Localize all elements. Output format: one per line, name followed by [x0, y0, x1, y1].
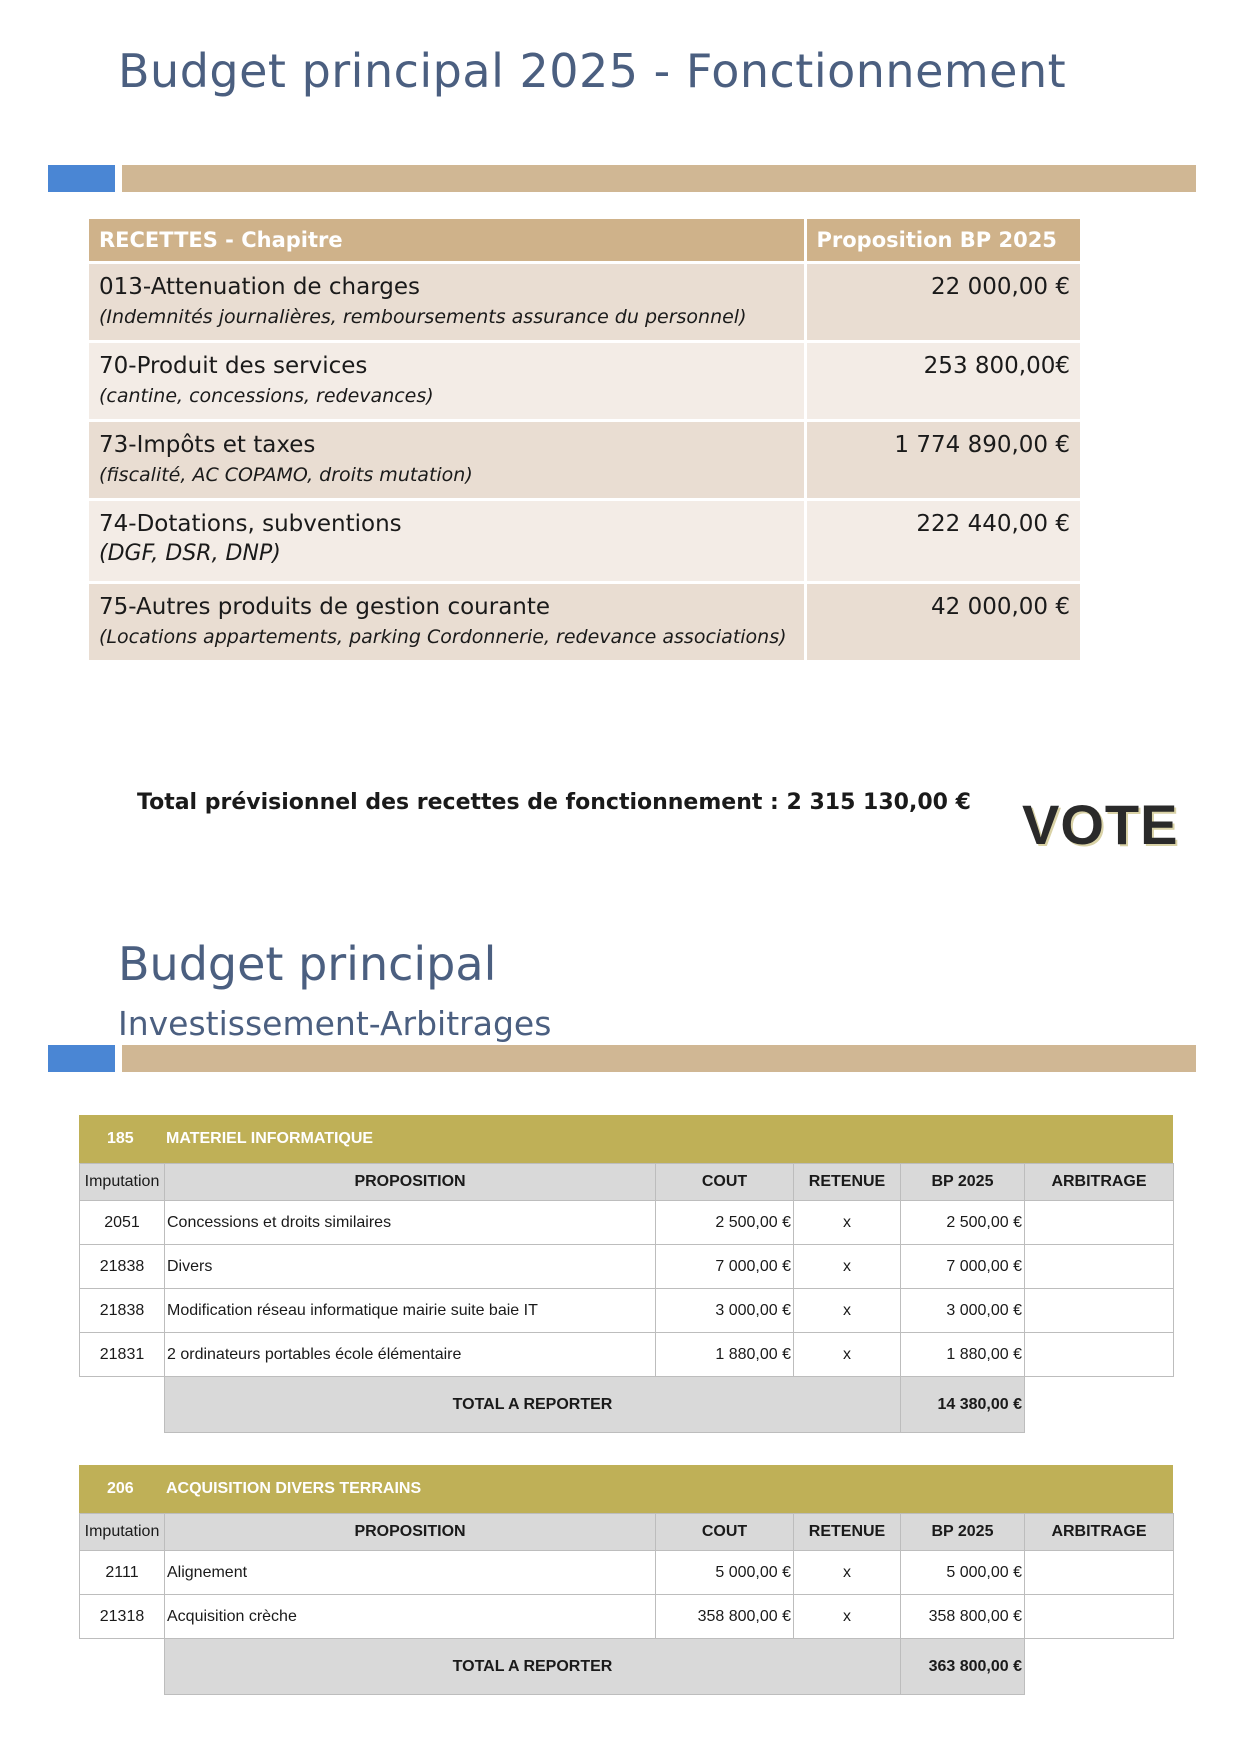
- cell-cout: 358 800,00 €: [656, 1595, 794, 1639]
- total-label: TOTAL A REPORTER: [165, 1639, 901, 1695]
- accent-bar-blue: [48, 165, 115, 192]
- col-imputation: Imputation: [80, 1514, 165, 1551]
- cell-retenue: x: [794, 1201, 901, 1245]
- cell-imputation: 21838: [80, 1245, 165, 1289]
- recettes-row: [89, 263, 1080, 342]
- cell-proposition: 2 ordinateurs portables école élémentaire: [165, 1333, 656, 1377]
- chapter-label: 70-Produit des services: [99, 353, 368, 379]
- accent-bar-tan: [122, 1045, 1196, 1072]
- recettes-row: [89, 500, 1080, 583]
- cell-cout: 7 000,00 €: [656, 1245, 794, 1289]
- cell-arbitrage: [1025, 1551, 1174, 1595]
- chapter-amount: 22 000,00 €: [805, 263, 1080, 342]
- header-proposition-bp: Proposition BP 2025: [805, 219, 1080, 263]
- chapter-detail: (DGF, DSR, DNP): [99, 541, 281, 566]
- cell-arbitrage: [1025, 1595, 1174, 1639]
- cell-retenue: x: [794, 1245, 901, 1289]
- cell-bp-2025: 2 500,00 €: [901, 1201, 1025, 1245]
- cell-retenue: x: [794, 1333, 901, 1377]
- chapter-amount: 1 774 890,00 €: [805, 421, 1080, 500]
- cell-cout: 3 000,00 €: [656, 1289, 794, 1333]
- cell-imputation: 21838: [80, 1289, 165, 1333]
- table-row: [80, 1245, 1174, 1289]
- cell-imputation: 21831: [80, 1333, 165, 1377]
- cell-proposition: Concessions et droits similaires: [165, 1201, 656, 1245]
- cell-proposition: Alignement: [165, 1551, 656, 1595]
- section-name: ACQUISITION DIVERS TERRAINS: [166, 1480, 422, 1497]
- col-proposition: PROPOSITION: [165, 1164, 656, 1201]
- cell-imputation: 2051: [80, 1201, 165, 1245]
- chapter-amount: 42 000,00 €: [805, 583, 1080, 661]
- table-row: [80, 1333, 1174, 1377]
- col-retenue: RETENUE: [794, 1514, 901, 1551]
- total-recettes: Total prévisionnel des recettes de fonctionnement : 2 315 130,00 €: [137, 790, 971, 815]
- col-cout: COUT: [656, 1514, 794, 1551]
- column-header-row: [80, 1514, 1174, 1551]
- chapter-amount: 253 800,00€: [805, 342, 1080, 421]
- chapter-detail: (Indemnités journalières, remboursements assurance du personnel): [99, 306, 747, 328]
- investment-table: [79, 1513, 1174, 1695]
- page-title-fonctionnement: Budget principal 2025 - Fonctionnement: [118, 44, 1067, 98]
- cell-bp-2025: 5 000,00 €: [901, 1551, 1025, 1595]
- cell-proposition: Divers: [165, 1245, 656, 1289]
- col-arbitrage: ARBITRAGE: [1025, 1164, 1174, 1201]
- col-retenue: RETENUE: [794, 1164, 901, 1201]
- recettes-row: [89, 421, 1080, 500]
- cell-arbitrage: [1025, 1289, 1174, 1333]
- section-code: 206: [107, 1480, 134, 1497]
- cell-arbitrage: [1025, 1333, 1174, 1377]
- cell-cout: 2 500,00 €: [656, 1201, 794, 1245]
- table-row: [80, 1551, 1174, 1595]
- section-header: [79, 1465, 1173, 1513]
- col-bp-2025: BP 2025: [901, 1514, 1025, 1551]
- chapter-detail: (fiscalité, AC COPAMO, droits mutation): [99, 464, 473, 486]
- total-row: [80, 1377, 1174, 1433]
- table-row: [80, 1201, 1174, 1245]
- recettes-row: [89, 583, 1080, 661]
- investment-table: [79, 1163, 1174, 1433]
- cell-proposition: Modification réseau informatique mairie suite baie IT: [165, 1289, 656, 1333]
- chapter-label: 74-Dotations, subventions: [99, 511, 402, 537]
- accent-bar-tan: [122, 165, 1196, 192]
- cell-cout: 1 880,00 €: [656, 1333, 794, 1377]
- section-header: [79, 1115, 1173, 1163]
- total-label: TOTAL A REPORTER: [165, 1377, 901, 1433]
- total-value: 14 380,00 €: [901, 1377, 1025, 1433]
- vote-stamp: VOTE: [1022, 793, 1179, 856]
- cell-proposition: Acquisition crèche: [165, 1595, 656, 1639]
- accent-bar-blue: [48, 1045, 115, 1072]
- col-imputation: Imputation: [80, 1164, 165, 1201]
- section-acquisition-terrains: [79, 1465, 1173, 1695]
- cell-retenue: x: [794, 1595, 901, 1639]
- recettes-row: [89, 342, 1080, 421]
- table-row: [80, 1595, 1174, 1639]
- chapter-detail: (Locations appartements, parking Cordonnerie, redevance associations): [99, 626, 787, 648]
- cell-bp-2025: 1 880,00 €: [901, 1333, 1025, 1377]
- total-row: [80, 1639, 1174, 1695]
- chapter-amount: 222 440,00 €: [805, 500, 1080, 583]
- cell-retenue: x: [794, 1289, 901, 1333]
- header-recettes-chapitre: RECETTES - Chapitre: [89, 219, 805, 263]
- recettes-header-row: [89, 219, 1080, 263]
- cell-arbitrage: [1025, 1201, 1174, 1245]
- cell-bp-2025: 358 800,00 €: [901, 1595, 1025, 1639]
- col-bp-2025: BP 2025: [901, 1164, 1025, 1201]
- table-row: [80, 1289, 1174, 1333]
- cell-imputation: 2111: [80, 1551, 165, 1595]
- page-subtitle: Investissement-Arbitrages: [118, 1004, 552, 1043]
- cell-arbitrage: [1025, 1245, 1174, 1289]
- page-title-investissement: Budget principal: [118, 937, 497, 991]
- recettes-table: [89, 219, 1080, 660]
- chapter-label: 013-Attenuation de charges: [99, 274, 420, 300]
- cell-retenue: x: [794, 1551, 901, 1595]
- cell-cout: 5 000,00 €: [656, 1551, 794, 1595]
- column-header-row: [80, 1164, 1174, 1201]
- cell-bp-2025: 3 000,00 €: [901, 1289, 1025, 1333]
- section-materiel-informatique: [79, 1115, 1173, 1433]
- chapter-label: 75-Autres produits de gestion courante: [99, 594, 551, 620]
- col-proposition: PROPOSITION: [165, 1514, 656, 1551]
- cell-imputation: 21318: [80, 1595, 165, 1639]
- chapter-detail: (cantine, concessions, redevances): [99, 385, 434, 407]
- col-cout: COUT: [656, 1164, 794, 1201]
- total-value: 363 800,00 €: [901, 1639, 1025, 1695]
- chapter-label: 73-Impôts et taxes: [99, 432, 316, 458]
- section-name: MATERIEL INFORMATIQUE: [166, 1130, 374, 1147]
- section-code: 185: [107, 1130, 134, 1147]
- cell-bp-2025: 7 000,00 €: [901, 1245, 1025, 1289]
- col-arbitrage: ARBITRAGE: [1025, 1514, 1174, 1551]
